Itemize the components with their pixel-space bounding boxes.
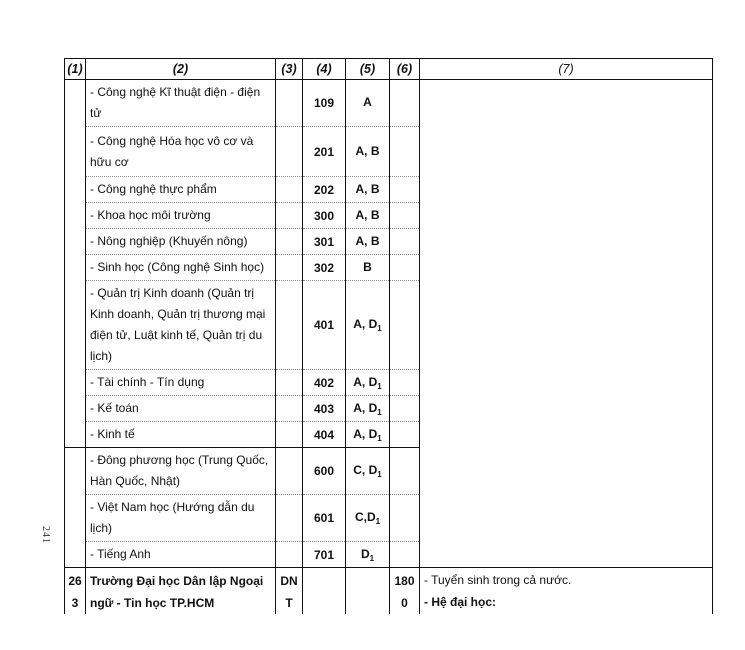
- major-code: 402: [303, 370, 346, 396]
- exam-blocks: A: [346, 80, 390, 127]
- major-name: - Tài chính - Tín dụng: [86, 370, 276, 396]
- exam-blocks: A, $D_1$: [346, 422, 390, 448]
- exam-blocks: A, $D_1$: [346, 396, 390, 422]
- major-name: - Đông phương học (Trung Quốc, Hàn Quốc, Nhật): [86, 448, 276, 495]
- major-code: 302: [303, 255, 346, 281]
- school-quota: 180 0: [390, 568, 420, 615]
- major-code: 601: [303, 495, 346, 542]
- exam-blocks: B: [346, 255, 390, 281]
- table-row: [65, 448, 713, 495]
- major-name: - Tiếng Anh: [86, 542, 276, 568]
- major-code: 201: [303, 127, 346, 177]
- major-code: 401: [303, 281, 346, 370]
- major-name: - Công nghệ Kĩ thuật điện - điện tử: [86, 80, 276, 127]
- major-name: - Quản trị Kinh doanh (Quản trị Kinh doanh, Quản trị thương mại điện tử, Luật kinh tế, Quản trị du lịch): [86, 281, 276, 370]
- exam-blocks: A, B: [346, 177, 390, 203]
- school-type: DN T: [276, 568, 303, 615]
- header-col-4: (4): [303, 59, 346, 80]
- header-col-3: (3): [276, 59, 303, 80]
- major-name: - Nông nghiệp (Khuyến nông): [86, 229, 276, 255]
- table-row: [65, 80, 713, 127]
- exam-blocks: A, B: [346, 127, 390, 177]
- page-number: 241: [40, 526, 51, 544]
- header-col-2: (2): [86, 59, 276, 80]
- admission-table: [64, 58, 713, 614]
- major-code: 202: [303, 177, 346, 203]
- exam-blocks: A, B: [346, 229, 390, 255]
- major-code: 701: [303, 542, 346, 568]
- major-code: 300: [303, 203, 346, 229]
- header-col-5: (5): [346, 59, 390, 80]
- exam-blocks: $D_1$: [346, 542, 390, 568]
- major-name: - Công nghệ thực phẩm: [86, 177, 276, 203]
- major-name: - Công nghệ Hóa học vô cơ và hữu cơ: [86, 127, 276, 177]
- exam-blocks: A, $D_1$: [346, 370, 390, 396]
- major-code: 403: [303, 396, 346, 422]
- major-name: - Việt Nam học (Hướng dẫn du lịch): [86, 495, 276, 542]
- header-col-6: (6): [390, 59, 420, 80]
- major-name: - Kế toán: [86, 396, 276, 422]
- major-name: - Sinh học (Công nghệ Sinh học): [86, 255, 276, 281]
- school-note: - Tuyển sinh trong cả nước. - Hệ đại học:: [420, 568, 713, 615]
- header-col-1: (1): [65, 59, 86, 80]
- header-row: [65, 59, 713, 80]
- school-stt: 26 3: [65, 568, 86, 615]
- header-col-7: (7): [420, 59, 713, 80]
- school-name: Trường Đại học Dân lập Ngoại ngữ - Tin học TP.HCM: [86, 568, 276, 615]
- exam-blocks: A, $D_1$: [346, 281, 390, 370]
- major-code: 404: [303, 422, 346, 448]
- exam-blocks: A, B: [346, 203, 390, 229]
- major-code: 109: [303, 80, 346, 127]
- exam-blocks: $C,D_1$: [346, 495, 390, 542]
- exam-blocks: C, $D_1$: [346, 448, 390, 495]
- major-name: - Kinh tế: [86, 422, 276, 448]
- major-name: - Khoa học môi trường: [86, 203, 276, 229]
- major-code: 600: [303, 448, 346, 495]
- major-code: 301: [303, 229, 346, 255]
- school-row: [65, 568, 713, 615]
